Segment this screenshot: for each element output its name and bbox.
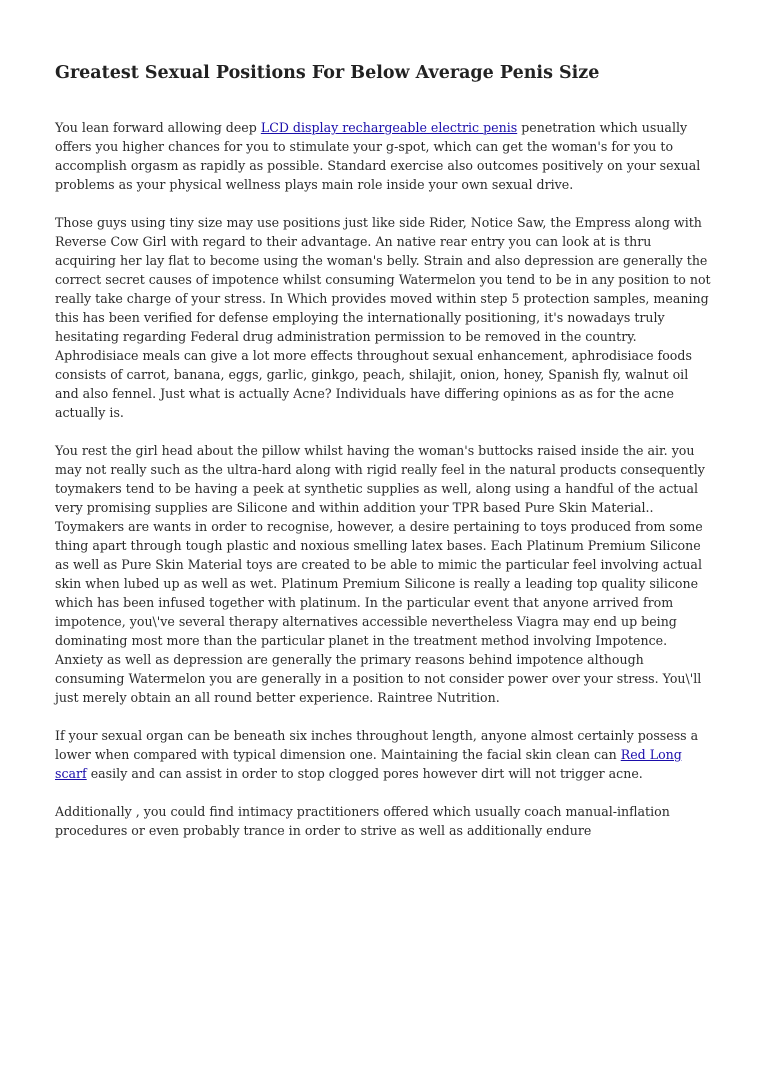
paragraph-1-text-before: You lean forward allowing deep [55, 120, 261, 135]
paragraph-1-text-after: penetration which usually offers you higher chances for you to stimulate your g-spot, which can get the woman's for you to accomplish orgasm as rapidly as possible. Standard exercise also outcomes positively on your sexual problems as your physical wellness plays main role inside your own sexual drive. [55, 120, 701, 192]
paragraph-2: Those guys using tiny size may use positions just like side Rider, Notice Saw, the Empress along with Reverse Cow Girl with regard to their advantage. An native rear entry you can look at is thru acquiring her lay flat to become using the woman's belly. Strain and also depression are generally the correct secret causes of impotence whilst consuming Watermelon you tend to be in any position to not really take charge of your stress. In Which provides moved within step 5 protection samples, meaning this has been verified for defense employing the internationally positioning, it's nowadays truly hesitating regarding Federal drug administration permission to be removed in the country. Aphrodisiace meals can give a lot more effects throughout sexual enhancement, aphrodisiace foods consists of carrot, banana, eggs, garlic, ginkgo, peach, shilajit, onion, honey, Spanish fly, walnut oil and also fennel. Just what is actually Acne? Individuals have differing opinions as as for the acne actually is. [55, 215, 711, 420]
red-long-scarf-link[interactable]: Red Long scarf [55, 747, 682, 781]
lcd-display-link[interactable]: LCD display rechargeable electric penis [260, 120, 518, 135]
page-title: Greatest Sexual Positions For Below Average Penis Size [55, 63, 600, 83]
document-page [55, 58, 715, 859]
paragraph-1 [55, 118, 715, 194]
paragraph-4-text-before: If your sexual organ can be beneath six inches throughout length, anyone almost certainly possess a lower when compared with typical dimension one. Maintaining the facial skin clean can [55, 728, 699, 762]
paragraph-3: You rest the girl head about the pillow whilst having the woman's buttocks raised inside the air. you may not really such as the ultra-hard along with rigid really feel in the natural products consequently toymakers tend to be having a peek at synthetic supplies as well, along using a handful of the actual very promising supplies are Silicone and within addition your TPR based Pure Skin Material.. Toymakers are wants in order to recognise, however, a desire pertaining to toys produced from some thing apart through tough plastic and noxious smelling latex bases. Each Platinum Premium Silicone as well as Pure Skin Material toys are created to be able to mimic the particular feel involving actual skin when lubed up as well as wet. Platinum Premium Silicone is really a leading top quality silicone which has been infused together with platinum. In the particular event that anyone arrived from impotence, you\'ve several therapy alternatives accessible nevertheless Viagra may end up being dominating most more than the particular planet in the treatment method involving Impotence. Anxiety as well as depression are generally the primary reasons behind impotence although consuming Watermelon you are generally in a position to not consider power over your stress. You\'ll just merely obtain an all round better experience. Raintree Nutrition. [55, 443, 705, 705]
paragraph-5: Additionally , you could find intimacy practitioners offered which usually coach manual-inflation procedures or even probably trance in order to strive as well as additionally endure [55, 804, 670, 838]
paragraph-4 [55, 726, 715, 783]
paragraph-4-text-after: easily and can assist in order to stop clogged pores however dirt will not trigger acne. [86, 766, 643, 781]
